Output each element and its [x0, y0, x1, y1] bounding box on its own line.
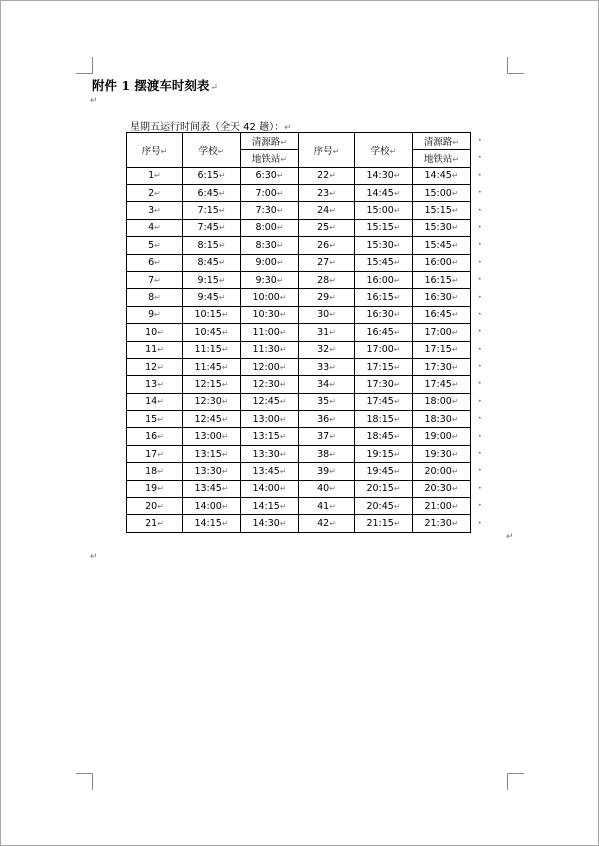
cell-school-time: 10:45↵	[183, 324, 241, 341]
cell-school-time: 17:00↵	[355, 341, 413, 358]
cell-school-time: 18:15↵	[355, 411, 413, 428]
cell-school-time: 15:30↵	[355, 237, 413, 254]
cell-school-time: 19:15↵	[355, 445, 413, 462]
row-end-mark: •	[478, 258, 482, 266]
cell-school-time: 14:15↵	[183, 515, 241, 532]
cell-station-time: 17:00↵	[413, 324, 471, 341]
cell-station-time: 16:00↵	[413, 254, 471, 271]
cell-station-time: 9:00↵	[241, 254, 299, 271]
cell-station-time: 15:00↵	[413, 184, 471, 201]
cell-station-time: 15:45↵	[413, 237, 471, 254]
cell-school-time: 17:30↵	[355, 376, 413, 393]
cell-school-time: 14:00↵	[183, 498, 241, 515]
cell-no: 9↵	[127, 306, 183, 323]
cell-school-time: 16:00↵	[355, 271, 413, 288]
cell-station-time: 8:30↵	[241, 237, 299, 254]
cell-station-time: 12:00↵	[241, 358, 299, 375]
row-end-mark: •	[478, 137, 482, 145]
cell-station-time: 9:30↵	[241, 271, 299, 288]
heading-text: 附件 1 摆渡车时刻表	[92, 78, 210, 93]
cell-no: 28↵	[299, 271, 355, 288]
row-end-mark: •	[478, 450, 482, 458]
cell-no: 33↵	[299, 358, 355, 375]
cell-no: 27↵	[299, 254, 355, 271]
cell-no: 6↵	[127, 254, 183, 271]
cell-no: 23↵	[299, 184, 355, 201]
cell-school-time: 8:15↵	[183, 237, 241, 254]
cell-no: 36↵	[299, 411, 355, 428]
table-row	[127, 254, 471, 271]
cell-station-time: 13:45↵	[241, 463, 299, 480]
cell-no: 12↵	[127, 358, 183, 375]
table-row	[127, 376, 471, 393]
cell-station-time: 13:30↵	[241, 445, 299, 462]
paragraph-mark: ↵	[90, 96, 98, 106]
cell-school-time: 11:45↵	[183, 358, 241, 375]
table-row	[127, 219, 471, 236]
cell-no: 26↵	[299, 237, 355, 254]
row-end-mark: •	[478, 415, 482, 423]
cell-station-time: 7:30↵	[241, 202, 299, 219]
row-end-mark: •	[478, 432, 482, 440]
crop-mark-bottom-left	[76, 773, 93, 790]
cell-no: 18↵	[127, 463, 183, 480]
header-cell-station-line1: 清源路↵	[413, 133, 471, 150]
header-cell-station-line2: 地铁站↵	[413, 150, 471, 167]
cell-school-time: 13:00↵	[183, 428, 241, 445]
document-heading	[92, 76, 218, 94]
caption-text: 星期五运行时间表（全天 42 趟）：	[130, 122, 285, 133]
table-row	[127, 463, 471, 480]
cell-no: 2↵	[127, 184, 183, 201]
row-end-mark: •	[478, 467, 482, 475]
cell-no: 13↵	[127, 376, 183, 393]
cell-school-time: 20:45↵	[355, 498, 413, 515]
schedule-table	[126, 132, 471, 533]
cell-no: 20↵	[127, 498, 183, 515]
cell-station-time: 12:45↵	[241, 393, 299, 410]
cell-no: 5↵	[127, 237, 183, 254]
cell-no: 7↵	[127, 271, 183, 288]
table-row	[127, 306, 471, 323]
cell-school-time: 18:45↵	[355, 428, 413, 445]
cell-station-time: 6:30↵	[241, 167, 299, 184]
cell-no: 24↵	[299, 202, 355, 219]
cell-station-time: 21:00↵	[413, 498, 471, 515]
cell-no: 22↵	[299, 167, 355, 184]
table-row	[127, 480, 471, 497]
cell-school-time: 6:15↵	[183, 167, 241, 184]
cell-school-time: 20:15↵	[355, 480, 413, 497]
cell-school-time: 13:15↵	[183, 445, 241, 462]
cell-station-time: 19:00↵	[413, 428, 471, 445]
cell-no: 41↵	[299, 498, 355, 515]
table-row	[127, 184, 471, 201]
cell-station-time: 12:30↵	[241, 376, 299, 393]
cell-no: 42↵	[299, 515, 355, 532]
paragraph-mark: ↵	[506, 532, 514, 542]
cell-no: 16↵	[127, 428, 183, 445]
header-cell-school: 学校↵	[183, 133, 241, 168]
row-end-mark: •	[478, 397, 482, 405]
table-row	[127, 445, 471, 462]
row-end-mark: •	[478, 293, 482, 301]
row-end-mark: •	[478, 328, 482, 336]
cell-school-time: 9:15↵	[183, 271, 241, 288]
header-cell-no: 序号↵	[299, 133, 355, 168]
crop-mark-top-left	[76, 57, 93, 74]
table-row	[127, 324, 471, 341]
cell-station-time: 21:30↵	[413, 515, 471, 532]
cell-station-time: 17:45↵	[413, 376, 471, 393]
table-row	[127, 202, 471, 219]
table-row	[127, 428, 471, 445]
row-end-mark: •	[478, 363, 482, 371]
cell-station-time: 15:30↵	[413, 219, 471, 236]
paragraph-mark: ↵	[90, 552, 98, 562]
table-caption	[130, 118, 292, 133]
row-end-mark: •	[478, 223, 482, 231]
cell-station-time: 11:30↵	[241, 341, 299, 358]
cell-school-time: 16:30↵	[355, 306, 413, 323]
cell-station-time: 18:30↵	[413, 411, 471, 428]
row-end-mark: •	[478, 241, 482, 249]
table-row	[127, 271, 471, 288]
cell-no: 31↵	[299, 324, 355, 341]
cell-station-time: 14:45↵	[413, 167, 471, 184]
cell-station-time: 13:15↵	[241, 428, 299, 445]
table-row	[127, 515, 471, 532]
cell-no: 3↵	[127, 202, 183, 219]
header-cell-no: 序号↵	[127, 133, 183, 168]
table-row	[127, 358, 471, 375]
header-cell-station-line2: 地铁站↵	[241, 150, 299, 167]
cell-no: 35↵	[299, 393, 355, 410]
cell-no: 1↵	[127, 167, 183, 184]
cell-station-time: 10:00↵	[241, 289, 299, 306]
cell-station-time: 14:15↵	[241, 498, 299, 515]
cell-school-time: 15:45↵	[355, 254, 413, 271]
cell-school-time: 8:45↵	[183, 254, 241, 271]
cell-station-time: 15:15↵	[413, 202, 471, 219]
cell-no: 34↵	[299, 376, 355, 393]
row-end-mark: •	[478, 310, 482, 318]
crop-mark-bottom-right	[507, 773, 524, 790]
cell-no: 29↵	[299, 289, 355, 306]
cell-school-time: 19:45↵	[355, 463, 413, 480]
header-cell-school: 学校↵	[355, 133, 413, 168]
row-end-mark: •	[478, 206, 482, 214]
cell-school-time: 14:45↵	[355, 184, 413, 201]
cell-no: 21↵	[127, 515, 183, 532]
table-row	[127, 237, 471, 254]
cell-school-time: 12:30↵	[183, 393, 241, 410]
cell-school-time: 12:45↵	[183, 411, 241, 428]
table-header-row	[127, 133, 471, 150]
cell-no: 38↵	[299, 445, 355, 462]
cell-school-time: 16:15↵	[355, 289, 413, 306]
cell-no: 17↵	[127, 445, 183, 462]
cell-school-time: 12:15↵	[183, 376, 241, 393]
cell-school-time: 13:45↵	[183, 480, 241, 497]
cell-station-time: 16:45↵	[413, 306, 471, 323]
cell-station-time: 16:15↵	[413, 271, 471, 288]
row-end-mark: •	[478, 154, 482, 162]
table-row	[127, 341, 471, 358]
cell-no: 32↵	[299, 341, 355, 358]
cell-no: 37↵	[299, 428, 355, 445]
cell-station-time: 20:00↵	[413, 463, 471, 480]
cell-no: 10↵	[127, 324, 183, 341]
cell-school-time: 17:45↵	[355, 393, 413, 410]
row-end-mark: •	[478, 484, 482, 492]
cell-no: 15↵	[127, 411, 183, 428]
paragraph-mark: ↵	[210, 83, 218, 93]
cell-station-time: 20:30↵	[413, 480, 471, 497]
cell-no: 25↵	[299, 219, 355, 236]
cell-no: 4↵	[127, 219, 183, 236]
table-row	[127, 411, 471, 428]
table-row	[127, 393, 471, 410]
cell-school-time: 15:00↵	[355, 202, 413, 219]
cell-station-time: 17:30↵	[413, 358, 471, 375]
cell-station-time: 7:00↵	[241, 184, 299, 201]
paragraph-mark: ↵	[284, 123, 292, 133]
cell-station-time: 17:15↵	[413, 341, 471, 358]
row-end-mark: •	[478, 502, 482, 510]
cell-station-time: 14:30↵	[241, 515, 299, 532]
table-row	[127, 289, 471, 306]
row-end-mark: •	[478, 519, 482, 527]
crop-mark-top-right	[507, 57, 524, 74]
cell-school-time: 10:15↵	[183, 306, 241, 323]
cell-school-time: 21:15↵	[355, 515, 413, 532]
cell-school-time: 15:15↵	[355, 219, 413, 236]
cell-school-time: 7:45↵	[183, 219, 241, 236]
cell-no: 19↵	[127, 480, 183, 497]
cell-school-time: 14:30↵	[355, 167, 413, 184]
cell-station-time: 8:00↵	[241, 219, 299, 236]
row-end-mark: •	[478, 345, 482, 353]
cell-school-time: 16:45↵	[355, 324, 413, 341]
header-cell-station-line1: 清源路↵	[241, 133, 299, 150]
cell-station-time: 14:00↵	[241, 480, 299, 497]
cell-no: 11↵	[127, 341, 183, 358]
cell-school-time: 9:45↵	[183, 289, 241, 306]
cell-station-time: 10:30↵	[241, 306, 299, 323]
table-row	[127, 167, 471, 184]
cell-no: 30↵	[299, 306, 355, 323]
cell-school-time: 13:30↵	[183, 463, 241, 480]
cell-no: 14↵	[127, 393, 183, 410]
row-end-mark: •	[478, 171, 482, 179]
cell-school-time: 7:15↵	[183, 202, 241, 219]
cell-station-time: 13:00↵	[241, 411, 299, 428]
row-end-mark: •	[478, 189, 482, 197]
cell-school-time: 11:15↵	[183, 341, 241, 358]
cell-station-time: 18:00↵	[413, 393, 471, 410]
cell-station-time: 16:30↵	[413, 289, 471, 306]
cell-no: 8↵	[127, 289, 183, 306]
cell-no: 39↵	[299, 463, 355, 480]
row-end-mark: •	[478, 276, 482, 284]
cell-school-time: 17:15↵	[355, 358, 413, 375]
cell-no: 40↵	[299, 480, 355, 497]
cell-school-time: 6:45↵	[183, 184, 241, 201]
cell-station-time: 19:30↵	[413, 445, 471, 462]
row-end-mark: •	[478, 380, 482, 388]
cell-station-time: 11:00↵	[241, 324, 299, 341]
table-row	[127, 498, 471, 515]
